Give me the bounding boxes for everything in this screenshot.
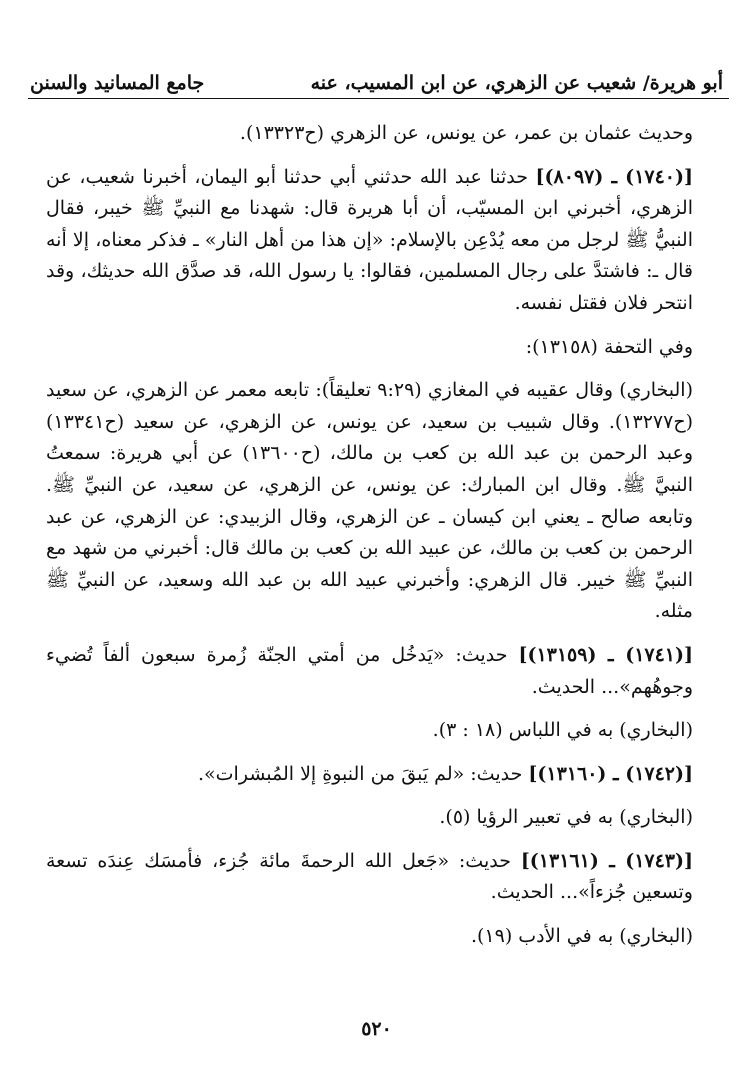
paragraph: وفي التحفة (١٣١٥٨):	[525, 335, 693, 358]
hadith-paragraph: [(١٧٤٠) ـ (٨٠٩٧)] حدثنا عبد الله حدثني أبي حدثنا أبو اليمان، أخبرنا شعيب، عن الزهري، أخبرني ابن المسيّب، أن أبا هريرة قال: شهدنا مع النبيِّ ﷺ خيبر، فقال النبيُّ ﷺ لرجل من معه يُدْعِن بالإسلام: «إن هذا من أهل النار» ـ فذكر معناه، إلا أنه قال ـ: فاشتدَّ على رجال المسلمين، فقالوا: يا رسول الله، قد صدَّق الله حديثك، وقد انتحر فلان فقتل نفسه.	[46, 165, 693, 314]
running-header	[30, 60, 723, 94]
hadith-number: [(١٧٤١) ـ (١٣١٥٩)]	[518, 643, 693, 666]
hadith-number: [(١٧٤٣) ـ (١٣١٦١)]	[520, 849, 693, 872]
hadith-paragraph: [(١٧٤٣) ـ (١٣١٦١)] حديث: «جَعل الله الرحمةَ مائة جُزء، فأمسَك عِندَه تسعة وتسعين جُزءاً»... الحديث.	[46, 849, 693, 904]
paragraph: وحديث عثمان بن عمر، عن يونس، عن الزهري (ح١٣٣٢٣).	[239, 122, 693, 144]
paragraph: (البخاري) به في تعبير الرؤيا (٥).	[439, 806, 693, 829]
paragraph: (البخاري) به في اللباس (١٨ : ٣).	[432, 719, 693, 742]
paragraph: (البخاري) به في الأدب (١٩).	[470, 925, 693, 948]
header-rule	[28, 98, 729, 99]
page-body	[46, 118, 693, 953]
paragraph: (البخاري) وقال عقيبه في المغازي (٩:٢٩ تعليقاً): تابعه معمر عن الزهري، عن سعيد (ح١٣٢٧٧). وقال شبيب بن سعيد، عن يونس، عن الزهري، عن سعيد (ح١٣٣٤١) وعبد الرحمن بن عبد الله بن كعب بن مالك، (ح١٣٦٠٠) عن أبي هريرة: سمعتُ النبيَّ ﷺ. وقال ابن المبارك: عن يونس، عن الزهري، عن سعيد، عن النبيِّ ﷺ. وتابعه صالح ـ يعني ابن كيسان ـ عن الزهري، وقال الزبيدي: عن الزهري، عن عبد الرحمن بن كعب بن مالك، عن عبيد الله بن كعب بن مالك قال: أخبرني من شهد مع النبيِّ ﷺ خيبر. قال الزهري: وأخبرني عبيد الله بن عبد الله وسعيد، عن النبيِّ ﷺ مثله.	[46, 379, 694, 623]
hadith-paragraph: [(١٧٤١) ـ (١٣١٥٩)] حديث: «يَدخُل من أمتي الجنّة زُمرة سبعون ألفاً تُضيء وجوهُهم»... الحديث.	[46, 643, 693, 698]
hadith-paragraph: [(١٧٤٢) ـ (١٣١٦٠)] حديث: «لم يَبقَ من النبوةِ إلا المُبشرات».	[198, 762, 693, 785]
header-book-title: جامع المسانيد والسنن	[30, 72, 205, 94]
header-chapter-title: أبو هريرة/ شعيب عن الزهري، عن ابن المسيب، عنه	[310, 72, 723, 94]
page-number: ٥٢٠	[361, 1018, 392, 1040]
hadith-number: [(١٧٤٠) ـ (٨٠٩٧)]	[535, 165, 693, 188]
hadith-number: [(١٧٤٢) ـ (١٣١٦٠)]	[528, 762, 693, 785]
